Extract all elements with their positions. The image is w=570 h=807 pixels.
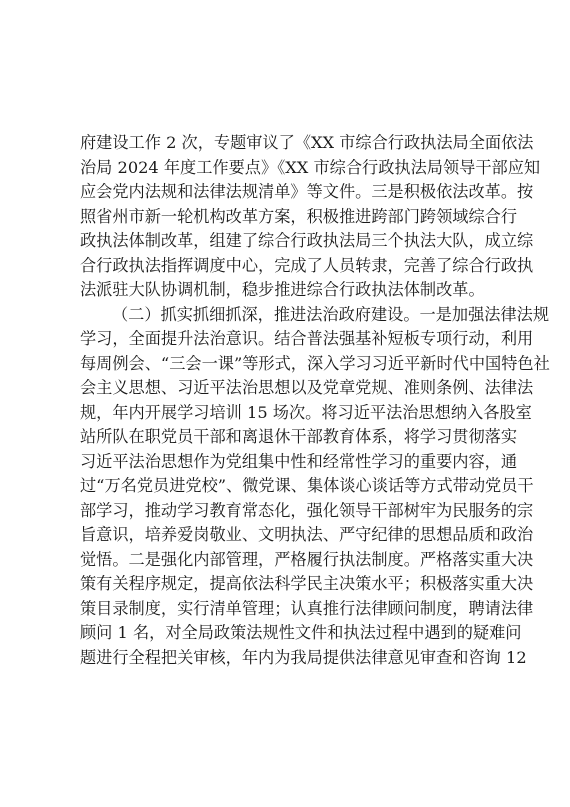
text-line: 策目录制度，实行清单管理；认真推行法律顾问制度，聘请法律 <box>80 598 534 618</box>
body-text <box>80 131 550 670</box>
text-line: 站所队在职党员干部和离退休干部教育体系，将学习贯彻落实 <box>80 427 518 446</box>
text-line: 合行政执法指挥调度中心，完成了人员转隶，完善了综合行政执 <box>80 255 534 275</box>
paragraph-end-line: 法派驻大队协调机制，稳步推进综合行政执法体制改革。 <box>80 280 485 299</box>
text-line: 习近平法治思想作为党组集中性和经常性学习的重要内容，通 <box>80 451 518 471</box>
text-line: 题进行全程把关审核，年内为我局提供法律意见审查和咨询 12 <box>80 647 527 667</box>
text-line: 应会党内法规和法律法规清单》等文件。三是积极依法改革。按 <box>80 182 534 201</box>
text-line: 照省州市新一轮机构改革方案，积极推进跨部门跨领域综合行 <box>80 206 518 226</box>
text-line: 每周例会、“三会一课”等形式，深入学习习近平新时代中国特色社 <box>80 353 550 373</box>
text-line: 部学习，推动学习教育常态化，强化领导干部树牢为民服务的宗 <box>80 500 534 520</box>
text-line: 学习，全面提升法治意识。结合普法强基补短板专项行动，利用 <box>80 329 534 348</box>
text-line: 顾问 1 名，对全局政策法规性文件和执法过程中遇到的疑难问 <box>80 623 522 642</box>
text-line: 规，年内开展学习培训 15 场次。将习近平法治思想纳入各股室 <box>80 402 532 422</box>
text-line: 政执法体制改革，组建了综合行政执法局三个执法大队，成立综 <box>80 231 534 250</box>
section-heading-line: （二）抓实抓细抓深，推进法治政府建设。一是加强法律法规 <box>112 304 550 324</box>
text-line: 过“万名党员进党校”、微党课、集体谈心谈话等方式带动党员干 <box>80 476 534 495</box>
text-line: 会主义思想、习近平法治思想以及党章党规、准则条例、法律法 <box>80 378 534 397</box>
text-line: 旨意识，培养爱岗敬业、文明执法、严守纪律的思想品质和政治 <box>80 525 534 544</box>
text-line: 府建设工作 2 次，专题审议了《XX 市综合行政执法局全面依法 <box>80 133 534 152</box>
text-line: 觉悟。二是强化内部管理，严格履行执法制度。严格落实重大决 <box>80 549 534 569</box>
text-line: 策有关程序规定，提高依法科学民主决策水平；积极落实重大决 <box>80 574 534 593</box>
text-line: 治局 2024 年度工作要点》《XX 市综合行政执法局领导干部应知 <box>80 157 541 177</box>
